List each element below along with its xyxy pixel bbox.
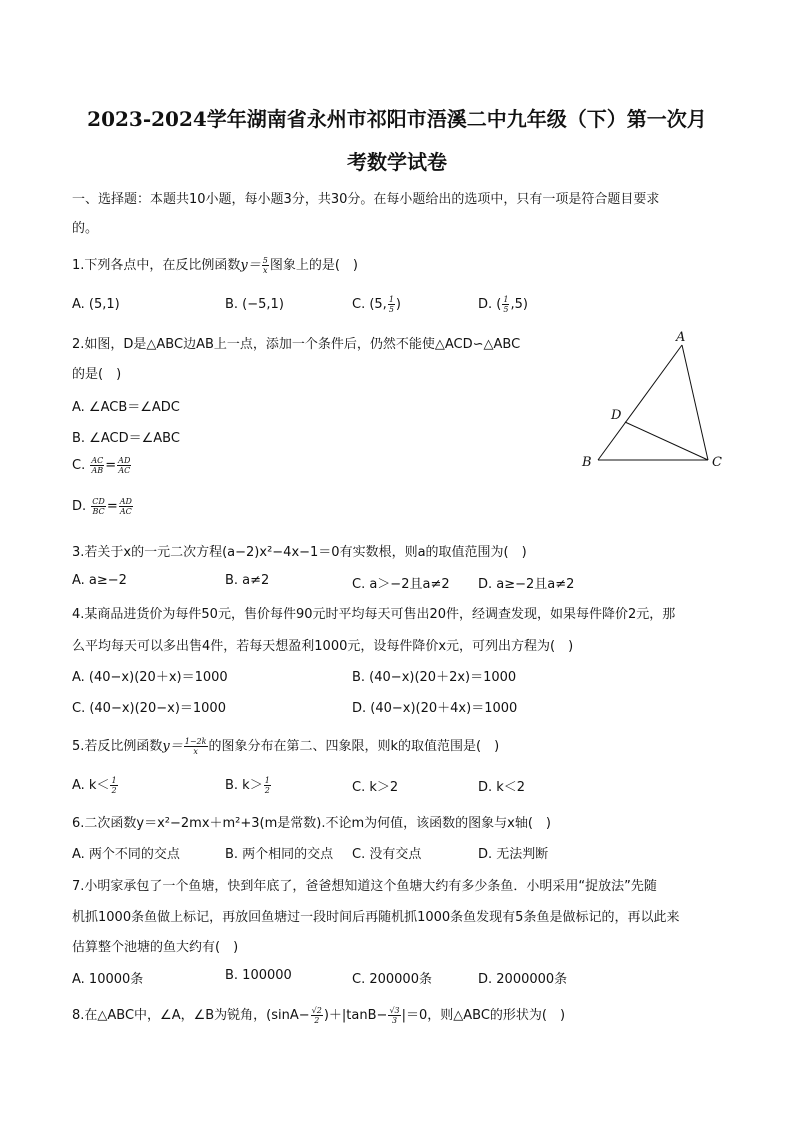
question-1-text-a: 1.下列各点中，在反比例函数 (72, 258, 241, 273)
question-8-text-a: 8.在△ABC中，∠A，∠B为锐角，(sinA− (72, 1008, 310, 1023)
question-8-fraction-2 (388, 1006, 400, 1025)
equals-sign: = (106, 499, 118, 514)
option-a-prefix: A. k＜ (72, 778, 110, 793)
question-1-text-b: 图象上的是( ) (269, 258, 359, 273)
question-5-option-c: C. k＞2 (352, 780, 399, 795)
question-5-option-d: D. k＜2 (478, 780, 526, 795)
fraction-denominator: AC (119, 507, 132, 516)
option-a-fraction (110, 776, 117, 795)
question-6-option-c: C. 没有交点 (352, 847, 422, 862)
question-5-fraction (184, 737, 208, 756)
fraction-denominator: 5 (503, 305, 509, 314)
question-5-stem (72, 735, 499, 756)
question-7-option-a: A. 10000条 (72, 972, 144, 987)
question-7-option-b: B. 100000 (225, 968, 292, 983)
fraction-denominator: x (263, 266, 268, 275)
fraction-numerator: 1 (503, 295, 509, 304)
fraction-denominator: 3 (391, 1016, 398, 1025)
question-4-option-b: B. (40−x)(20＋2x)＝1000 (352, 670, 517, 685)
question-5-option-a (72, 774, 119, 795)
question-5-text-a: 5.若反比例函数 (72, 739, 163, 754)
question-1-option-a: A. (5,1) (72, 297, 120, 312)
question-1-option-b: B. (−5,1) (225, 297, 284, 312)
fraction-denominator: 2 (111, 786, 117, 795)
fraction-denominator: 2 (314, 1016, 320, 1025)
question-7-option-d: D. 2000000条 (478, 972, 568, 987)
point-label-d: D (611, 408, 622, 423)
question-6-option-b: B. 两个相同的交点 (225, 847, 334, 862)
option-c-suffix: ) (395, 297, 401, 312)
question-7-stem-line-2: 机抓1000条鱼做上标记，再放回鱼塘过一段时间后再随机抓1000条鱼发现有5条鱼是做标记的，再以此来 (72, 910, 680, 925)
option-b-fraction (264, 776, 271, 795)
question-8-fraction-1 (311, 1006, 323, 1025)
vertex-label-c: C (712, 455, 722, 470)
section-intro-line-2: 的。 (72, 221, 99, 236)
question-4-stem-line-1: 4.某商品进货价为每件50元，售价每件90元时平均每天可售出20件，经调查发现，如果每件降价2元，那 (72, 607, 676, 622)
vertex-label-a: A (676, 330, 686, 345)
question-4-stem-line-2: 么平均每天可以多出售4件，若每天想盈利1000元，设每件降价x元，可列出方程为( ) (72, 639, 574, 654)
question-2-stem-line-2: 的是( ) (72, 367, 122, 382)
question-5-option-b (225, 774, 272, 795)
question-3-stem: 3.若关于x的一元二次方程(a−2)x²−4x−1＝0有实数根，则a的取值范围为( ) (72, 545, 527, 560)
option-d-fraction-left (91, 497, 106, 516)
fraction-numerator: CD (92, 497, 105, 506)
option-d-prefix: D. ( (478, 297, 502, 312)
exam-title-line-2: 考数学试卷 (347, 150, 447, 174)
option-c-fraction (388, 295, 395, 314)
question-3-option-d: D. a≥−2且a≠2 (478, 577, 575, 592)
option-d-label: D. (72, 499, 87, 514)
exam-title-line-1: 2023-2024学年湖南省永州市祁阳市浯溪二中九年级（下）第一次月 (87, 107, 707, 131)
option-d-suffix: ,5) (510, 297, 528, 312)
segment-dc (625, 422, 708, 460)
side-ac (682, 345, 708, 460)
question-1-y: y＝ (240, 258, 261, 273)
question-1-fraction (262, 256, 269, 275)
fraction-numerator: 1 (264, 776, 270, 785)
question-1-option-d (478, 295, 528, 314)
fraction-numerator: 5 (262, 256, 268, 265)
question-2-option-b: B. ∠ACD＝∠ABC (72, 431, 180, 446)
fraction-denominator: BC (92, 507, 105, 516)
question-4-option-a: A. (40−x)(20＋x)＝1000 (72, 670, 228, 685)
fraction-numerator: AC (91, 456, 104, 465)
fraction-denominator: AC (118, 466, 131, 475)
question-7-stem-line-3: 估算整个池塘的鱼大约有( ) (72, 940, 239, 955)
question-2-option-d (72, 497, 134, 516)
option-c-fraction-left (90, 456, 104, 475)
question-6-stem: 6.二次函数y＝x²−2mx＋m²+3(m是常数).不论m为何值，该函数的图象与x轴( ) (72, 816, 552, 831)
fraction-numerator: 1−2k (184, 737, 207, 746)
option-d-fraction (502, 295, 509, 314)
question-1-stem (72, 254, 358, 275)
question-3-option-b: B. a≠2 (225, 573, 270, 588)
question-4-option-d: D. (40−x)(20＋4x)＝1000 (352, 701, 518, 716)
question-1-option-c (352, 295, 401, 314)
fraction-denominator: AB (91, 466, 104, 475)
question-5-text-b: 的图象分布在第二、四象限，则k的取值范围是( ) (208, 739, 500, 754)
fraction-numerator: AD (118, 456, 131, 465)
fraction-numerator: √2 (311, 1006, 322, 1015)
question-7-option-c: C. 200000条 (352, 972, 432, 987)
fraction-numerator: 1 (388, 295, 394, 304)
option-c-prefix: C. (5, (352, 297, 387, 312)
fraction-denominator: 2 (264, 786, 270, 795)
option-d-fraction-right (119, 497, 133, 516)
question-8-text-b: )＋|tanB− (323, 1008, 388, 1023)
question-8-stem (72, 1004, 565, 1025)
fraction-denominator: 5 (388, 305, 394, 314)
vertex-label-b: B (582, 455, 592, 470)
fraction-numerator: AD (119, 497, 132, 506)
question-3-option-c: C. a＞−2且a≠2 (352, 577, 450, 592)
option-c-label: C. (72, 458, 86, 473)
question-2-stem-line-1: 2.如图，D是△ABC边AB上一点，添加一个条件后，仍然不能使△ACD∽△ABC (72, 337, 521, 352)
question-2-option-c (72, 456, 132, 475)
option-c-fraction-right (117, 456, 131, 475)
triangle-figure (570, 325, 730, 475)
question-5-y: y＝ (162, 739, 183, 754)
fraction-numerator: √3 (389, 1006, 400, 1015)
equals-sign: = (105, 458, 117, 473)
question-8-text-c: |＝0，则△ABC的形状为( ) (401, 1008, 566, 1023)
question-6-option-a: A. 两个不同的交点 (72, 847, 180, 862)
question-3-option-a: A. a≥−2 (72, 573, 127, 588)
question-2-option-a: A. ∠ACB＝∠ADC (72, 400, 180, 415)
question-6-option-d: D. 无法判断 (478, 847, 549, 862)
section-intro-line-1: 一、选择题：本题共10小题，每小题3分，共30分。在每小题给出的选项中，只有一项是符合题目要求 (72, 192, 660, 207)
fraction-denominator: x (193, 747, 198, 756)
option-b-prefix: B. k＞ (225, 778, 263, 793)
question-7-stem-line-1: 7.小明家承包了一个鱼塘，快到年底了，爸爸想知道这个鱼塘大约有多少条鱼．小明采用“捉放法”先随 (72, 879, 657, 894)
fraction-numerator: 1 (111, 776, 117, 785)
question-4-option-c: C. (40−x)(20−x)＝1000 (72, 701, 226, 716)
